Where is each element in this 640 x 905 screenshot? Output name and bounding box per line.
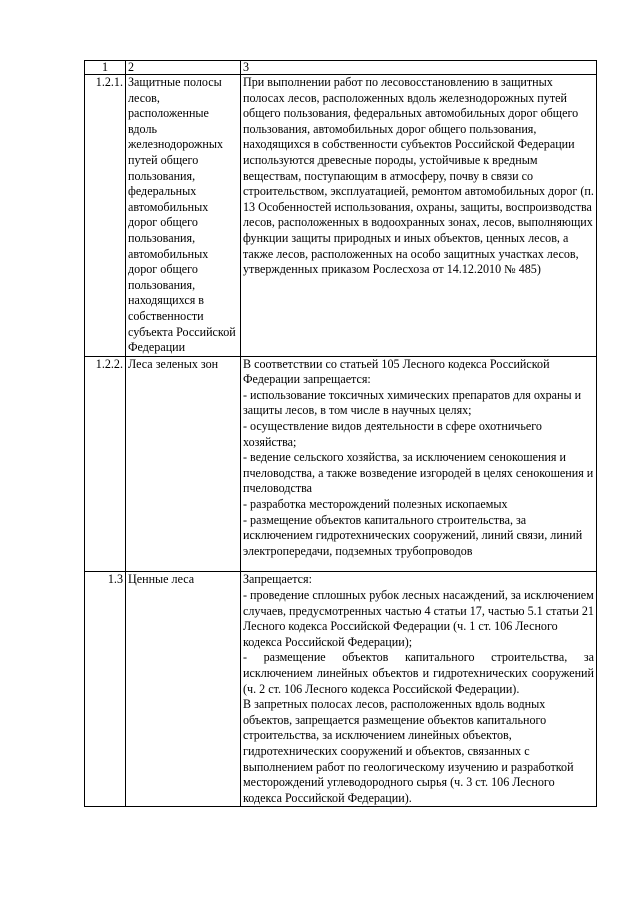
header-cell-text: 3: [241, 61, 597, 75]
text-paragraph: - осуществление видов деятельности в сфере охотничьего хозяйства;: [243, 419, 542, 449]
text-paragraph: - ведение сельского хозяйства, за исключением сенокошения и пчеловодства, а также возведение изгородей в целях сенокошения и пчеловодства: [243, 450, 594, 496]
text-paragraph: В запретных полосах лесов, расположенных вдоль водных объектов, запрещается размещение объектов капитального строительства, за исключением линейных объектов, гидротехнических сооружений и объектов, связанных с выполнением работ по геологическому изучению и разработкой месторождений углеводородного сырья (ч. 3 ст. 106 Лесного кодекса Российской Федерации).: [243, 697, 574, 805]
regulation-table: [84, 60, 597, 807]
table-row: [85, 75, 597, 357]
text-paragraph: - использование токсичных химических препаратов для охраны и защиты лесов, в том числе в научных целях;: [243, 387, 582, 418]
cell-spacer: [243, 559, 594, 571]
row-number: 1.2.2.: [85, 356, 126, 572]
row-number: 1.2.1.: [85, 75, 126, 357]
table-row: [85, 356, 597, 572]
table-row: [85, 572, 597, 807]
row-name: Ценные леса: [126, 572, 241, 807]
table-header-row: [85, 61, 597, 75]
row-name: Леса зеленых зон: [126, 356, 241, 572]
row-text: [241, 572, 597, 807]
header-cell-name: 2: [126, 61, 241, 75]
text-paragraph: - проведение сплошных рубок лесных насаждений, за исключением случаев, предусмотренных частью 4 статьи 17, частью 5.1 статьи 21 Лесного кодекса Российской Федерации (ч. 1 ст. 106 Лесного кодекса Российской Федерации);: [243, 588, 594, 649]
row-number: 1.3: [85, 572, 126, 807]
text-paragraph: - размещение объектов капитального строительства, за исключением гидротехнических сооружений, линий связи, линий электропередачи, подземных трубопроводов: [243, 512, 583, 558]
text-paragraph: Запрещается:: [243, 572, 312, 587]
row-name: Защитные полосы лесов, расположенные вдоль железнодорожных путей общего пользования, федеральных автомобильных дорог общего пользования, автомобильных дорог общего пользования, находящихся в собственности субъекта Российской Федерации: [126, 75, 241, 357]
text-paragraph: - размещение объектов капитального строительства, за исключением линейных объектов и гидротехнических сооружений (ч. 2 ст. 106 Лесного кодекса Российской Федерации).: [243, 650, 594, 696]
row-text: При выполнении работ по лесовосстановлению в защитных полосах лесов, расположенных вдоль железнодорожных путей общего пользования, федеральных автомобильных дорог общего пользования, автомобильных дорог общего пользования, находящихся в собственности субъектов Российской Федерации используются древесные породы, устойчивые к вредным веществам, поступающим в атмосферу, почву в связи со строительством, эксплуатацией, ремонтом автомобильных дорог (п. 13 Особенностей использования, охраны, защиты, воспроизводства лесов, расположенных в водоохранных зонах, лесов, выполняющих функции защиты природных и иных объектов, ценных лесов, а также лесов, расположенных на особо защитных участках лесов, утвержденных приказом Рослесхоза от 14.12.2010 № 485): [241, 75, 597, 357]
row-text: [241, 356, 597, 572]
header-cell-number: 1: [85, 61, 126, 75]
text-paragraph: В соответствии со статьей 105 Лесного кодекса Российской Федерации запрещается:: [243, 356, 550, 387]
text-paragraph: - разработка месторождений полезных ископаемых: [243, 497, 508, 512]
